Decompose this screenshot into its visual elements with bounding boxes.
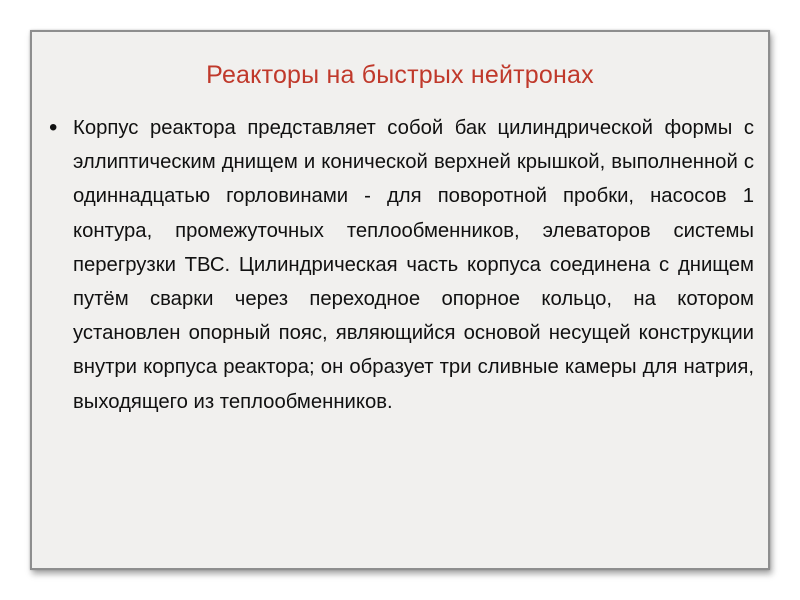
bullet-marker: • — [49, 114, 58, 141]
bullet-text: Корпус реактора представляет собой бак цилиндрической формы с эллиптическим днищем и конической верхней крышкой, выполненной с одиннадцатью горловинами - для поворотной пробки, насосов 1 контура, промежуточных теплообменников, элеваторов системы перегрузки ТВС. Цилиндрическая часть корпуса соединена с днищем путём сварки через переходное опорное кольцо, на котором установлен опорный пояс, являющийся основой несущей конструкции внутри корпуса реактора; он образует три сливные камеры для натрия, выходящего из теплообменников. — [73, 117, 754, 413]
slide-title: Реакторы на быстрых нейтронах — [206, 61, 594, 89]
slide-frame — [30, 30, 770, 570]
slide-content — [49, 111, 754, 419]
bullet-item — [49, 111, 754, 419]
